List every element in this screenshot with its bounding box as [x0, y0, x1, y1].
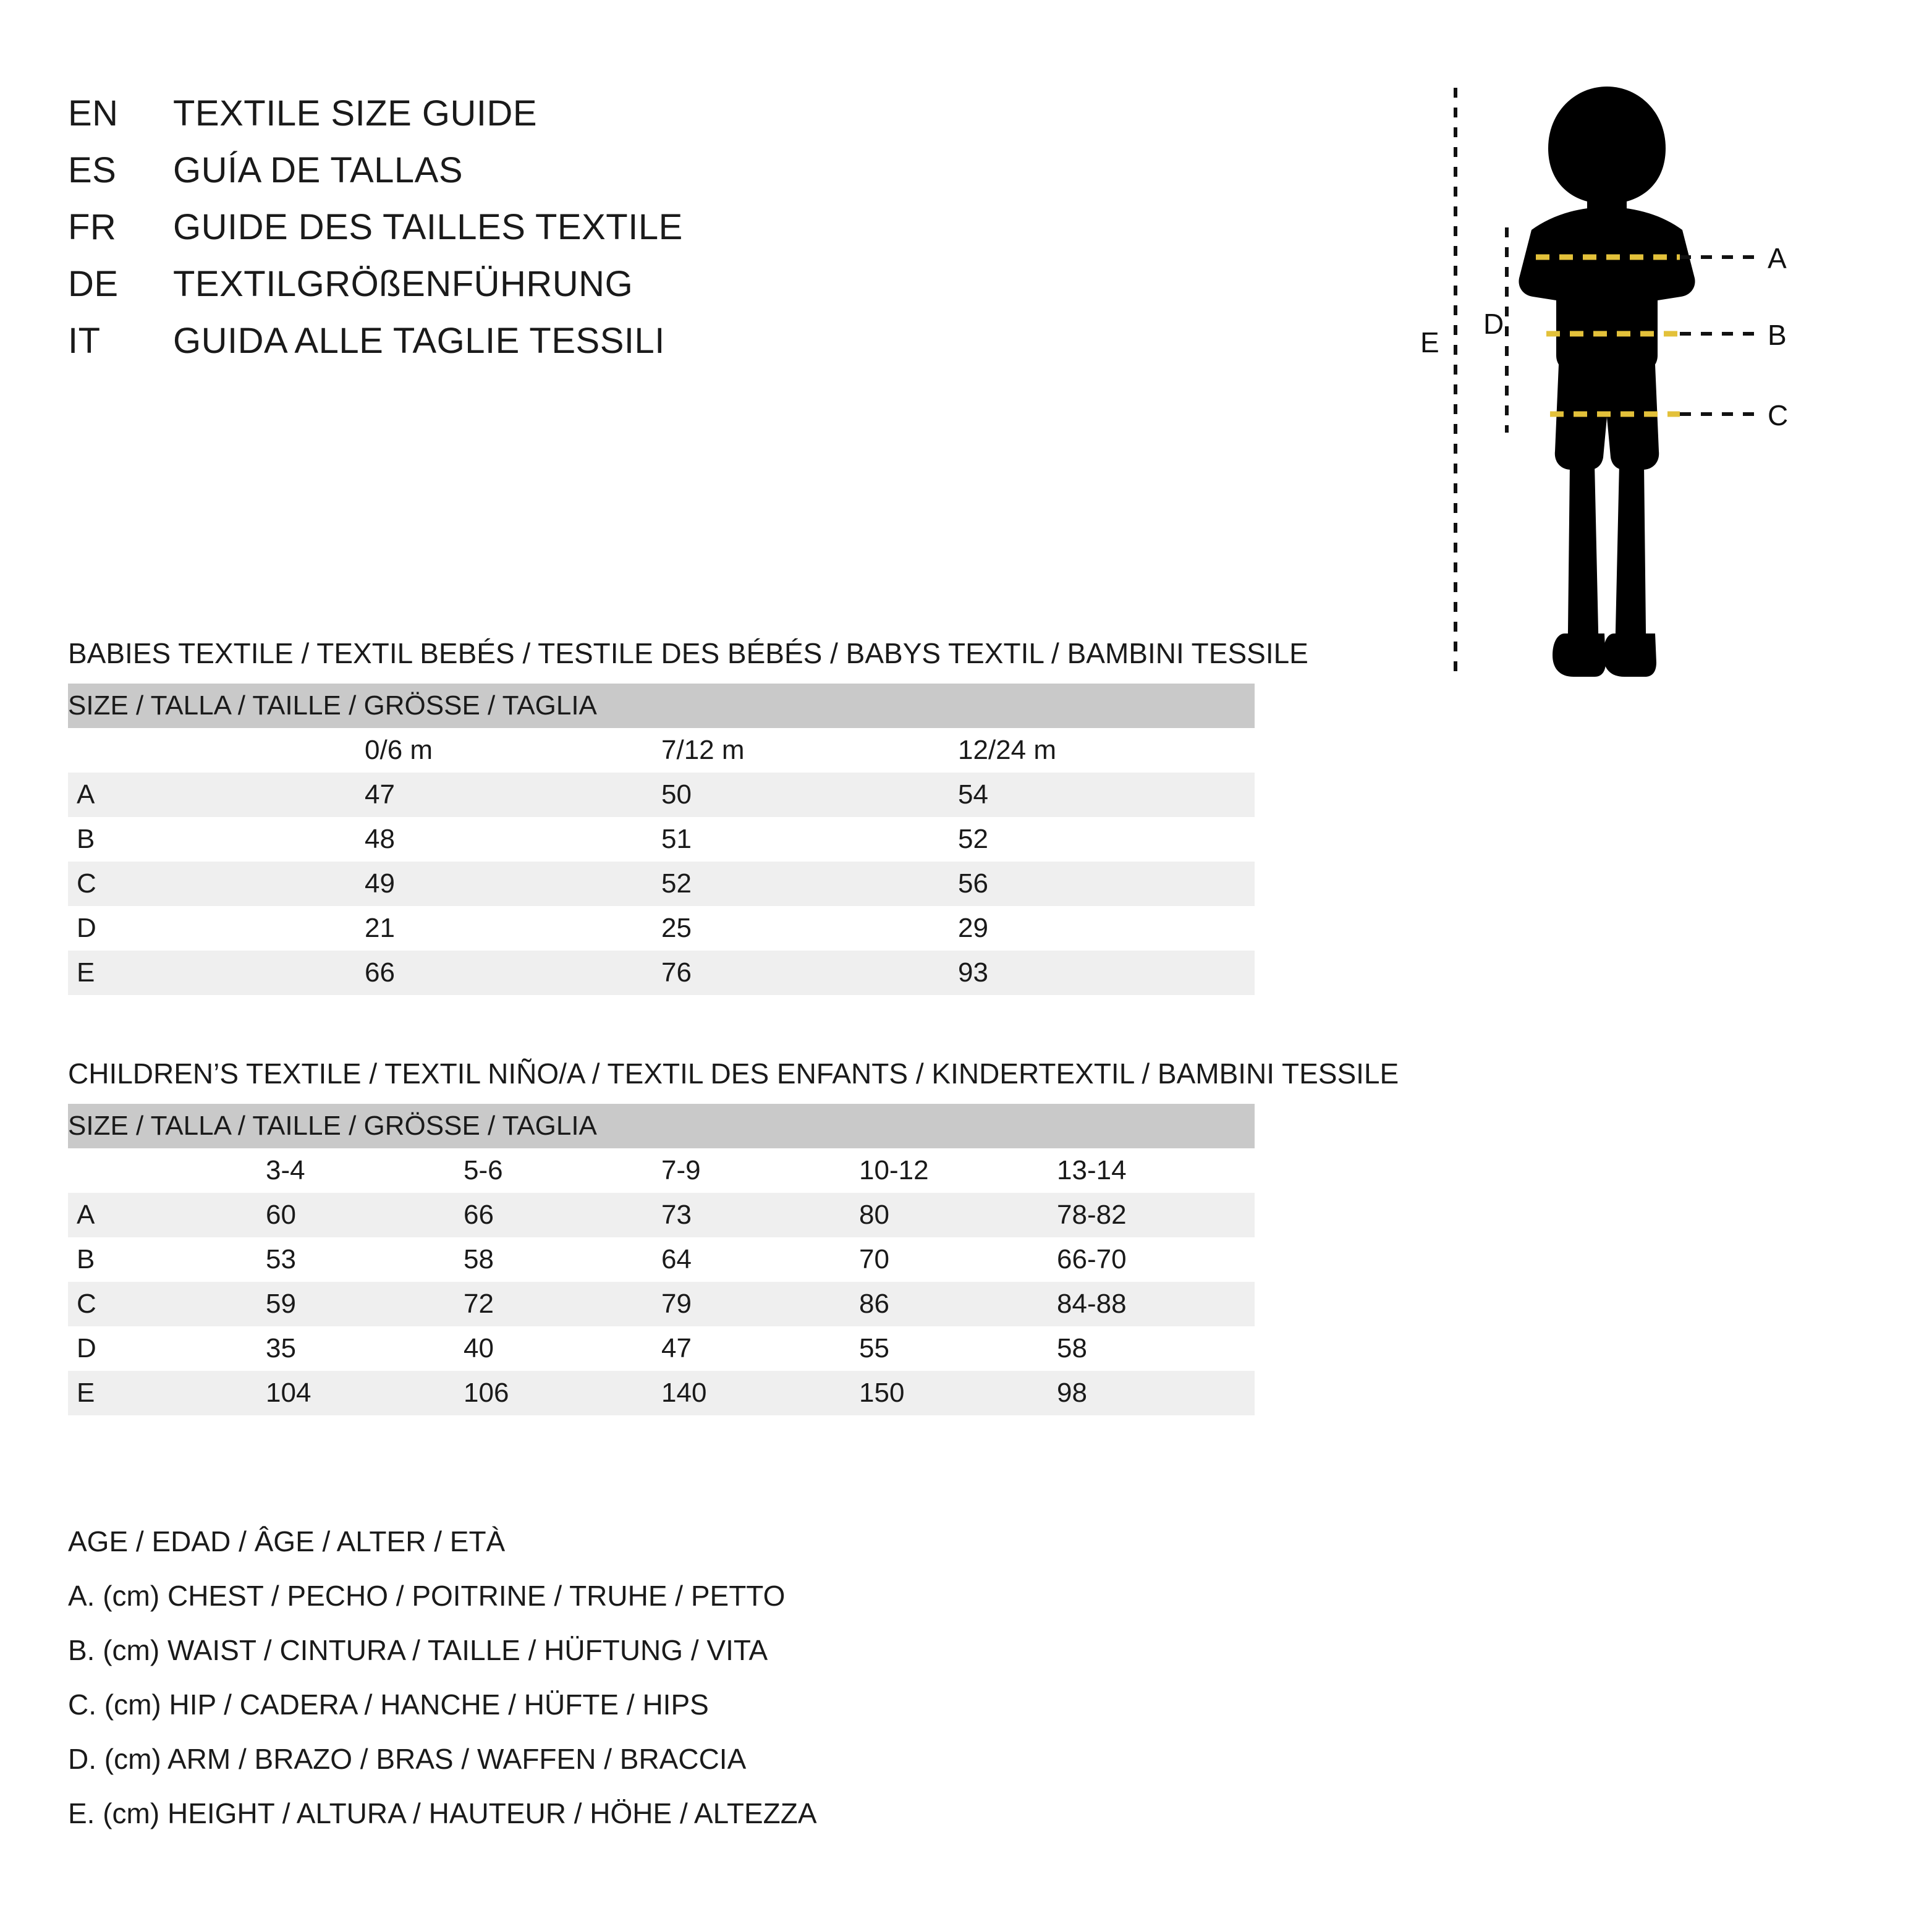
cell-value: 104 — [266, 1371, 464, 1415]
cell-value: 86 — [859, 1282, 1057, 1326]
row-label: C — [68, 1282, 266, 1326]
row-label: A — [68, 1193, 266, 1237]
babies-size-table — [68, 684, 1255, 995]
marker-label-e: E — [1420, 326, 1439, 358]
table-row — [68, 1193, 1255, 1237]
row-label: D — [68, 906, 365, 951]
language-title: TEXTILGRÖßENFÜHRUNG — [173, 264, 633, 304]
babies-column-header: 0/6 m — [365, 728, 661, 773]
row-label: E — [68, 951, 365, 995]
language-title: GUIDE DES TAILLES TEXTILE — [173, 207, 683, 247]
legend-line-chest: A. (cm) CHEST / PECHO / POITRINE / TRUHE / PETTO — [68, 1580, 786, 1612]
cell-value: 79 — [661, 1282, 859, 1326]
children-column-header: 5-6 — [464, 1148, 661, 1193]
cell-value: 76 — [661, 951, 958, 995]
table-row — [68, 1371, 1255, 1415]
marker-label-d: D — [1483, 308, 1504, 340]
child-silhouette-icon — [1519, 87, 1695, 677]
language-code: ES — [68, 150, 117, 190]
cell-value: 40 — [464, 1326, 661, 1371]
language-title: TEXTILE SIZE GUIDE — [173, 93, 538, 133]
cell-value: 50 — [661, 773, 958, 817]
children-column-header: 3-4 — [266, 1148, 464, 1193]
children-column-header: 10-12 — [859, 1148, 1057, 1193]
table-row — [68, 1282, 1255, 1326]
cell-value: 35 — [266, 1326, 464, 1371]
table-row — [68, 773, 1255, 817]
legend-line-hip: C. (cm) HIP / CADERA / HANCHE / HÜFTE / HIPS — [68, 1688, 709, 1721]
cell-value: 52 — [958, 817, 1255, 862]
legend-line-arm: D. (cm) ARM / BRAZO / BRAS / WAFFEN / BRACCIA — [68, 1743, 747, 1775]
children-section — [68, 1057, 1399, 1415]
babies-column-header: 7/12 m — [661, 728, 958, 773]
language-code: FR — [68, 207, 117, 247]
cell-value: 73 — [661, 1193, 859, 1237]
table-header-bar — [68, 1104, 1255, 1148]
cell-value: 78-82 — [1057, 1193, 1255, 1237]
language-row-en — [68, 93, 1242, 150]
cell-value: 140 — [661, 1371, 859, 1415]
cell-value: 25 — [661, 906, 958, 951]
table-row — [68, 1326, 1255, 1371]
cell-value: 48 — [365, 817, 661, 862]
children-column-header: 7-9 — [661, 1148, 859, 1193]
cell-value: 98 — [1057, 1371, 1255, 1415]
language-row-de — [68, 263, 1242, 320]
cell-value: 59 — [266, 1282, 464, 1326]
children-header-label: SIZE / TALLA / TAILLE / GRÖSSE / TAGLIA — [68, 1104, 1255, 1148]
table-column-header-row — [68, 1148, 1255, 1193]
language-code: IT — [68, 321, 101, 361]
table-row — [68, 862, 1255, 906]
cell-value: 58 — [464, 1237, 661, 1282]
cell-value: 84-88 — [1057, 1282, 1255, 1326]
row-label: D — [68, 1326, 266, 1371]
language-row-it — [68, 320, 1242, 377]
cell-value: 66 — [464, 1193, 661, 1237]
children-size-table — [68, 1104, 1255, 1415]
language-row-fr — [68, 206, 1242, 263]
cell-value: 106 — [464, 1371, 661, 1415]
children-column-header: 13-14 — [1057, 1148, 1255, 1193]
cell-value: 52 — [661, 862, 958, 906]
language-title-list — [68, 93, 1242, 377]
babies-section-title: BABIES TEXTILE / TEXTIL BEBÉS / TESTILE DES BÉBÉS / BABYS TEXTIL / BAMBINI TESSILE — [68, 637, 1308, 669]
language-code: EN — [68, 93, 119, 133]
measurement-legend — [68, 1514, 1428, 1841]
measurement-figure — [1391, 74, 1885, 779]
empty-corner-cell — [68, 728, 365, 773]
legend-line-age: AGE / EDAD / ÂGE / ALTER / ETÀ — [68, 1525, 506, 1557]
row-label: A — [68, 773, 365, 817]
cell-value: 56 — [958, 862, 1255, 906]
cell-value: 47 — [365, 773, 661, 817]
marker-label-b: B — [1768, 319, 1787, 351]
cell-value: 64 — [661, 1237, 859, 1282]
legend-line-waist: B. (cm) WAIST / CINTURA / TAILLE / HÜFTUNG / VITA — [68, 1634, 768, 1666]
marker-label-c: C — [1768, 399, 1789, 431]
cell-value: 93 — [958, 951, 1255, 995]
row-label: E — [68, 1371, 266, 1415]
language-code: DE — [68, 264, 119, 304]
cell-value: 70 — [859, 1237, 1057, 1282]
cell-value: 21 — [365, 906, 661, 951]
row-label: B — [68, 1237, 266, 1282]
table-row — [68, 1237, 1255, 1282]
empty-corner-cell — [68, 1148, 266, 1193]
cell-value: 60 — [266, 1193, 464, 1237]
children-section-title: CHILDREN’S TEXTILE / TEXTIL NIÑO/A / TEXTIL DES ENFANTS / KINDERTEXTIL / BAMBINI TESSILE — [68, 1057, 1399, 1090]
marker-label-a: A — [1768, 242, 1787, 274]
cell-value: 29 — [958, 906, 1255, 951]
row-label: B — [68, 817, 365, 862]
cell-value: 66 — [365, 951, 661, 995]
babies-section — [68, 637, 1308, 995]
table-row — [68, 906, 1255, 951]
cell-value: 80 — [859, 1193, 1057, 1237]
table-column-header-row — [68, 728, 1255, 773]
table-row — [68, 817, 1255, 862]
cell-value: 53 — [266, 1237, 464, 1282]
cell-value: 72 — [464, 1282, 661, 1326]
language-title: GUÍA DE TALLAS — [173, 150, 464, 190]
cell-value: 58 — [1057, 1326, 1255, 1371]
cell-value: 66-70 — [1057, 1237, 1255, 1282]
cell-value: 47 — [661, 1326, 859, 1371]
babies-column-header: 12/24 m — [958, 728, 1255, 773]
cell-value: 49 — [365, 862, 661, 906]
cell-value: 150 — [859, 1371, 1057, 1415]
cell-value: 54 — [958, 773, 1255, 817]
babies-header-label: SIZE / TALLA / TAILLE / GRÖSSE / TAGLIA — [68, 684, 1255, 728]
language-row-es — [68, 150, 1242, 206]
table-header-bar — [68, 684, 1255, 728]
cell-value: 55 — [859, 1326, 1057, 1371]
legend-line-height: E. (cm) HEIGHT / ALTURA / HAUTEUR / HÖHE / ALTEZZA — [68, 1797, 817, 1829]
language-title: GUIDA ALLE TAGLIE TESSILI — [173, 321, 665, 361]
table-row — [68, 951, 1255, 995]
cell-value: 51 — [661, 817, 958, 862]
row-label: C — [68, 862, 365, 906]
